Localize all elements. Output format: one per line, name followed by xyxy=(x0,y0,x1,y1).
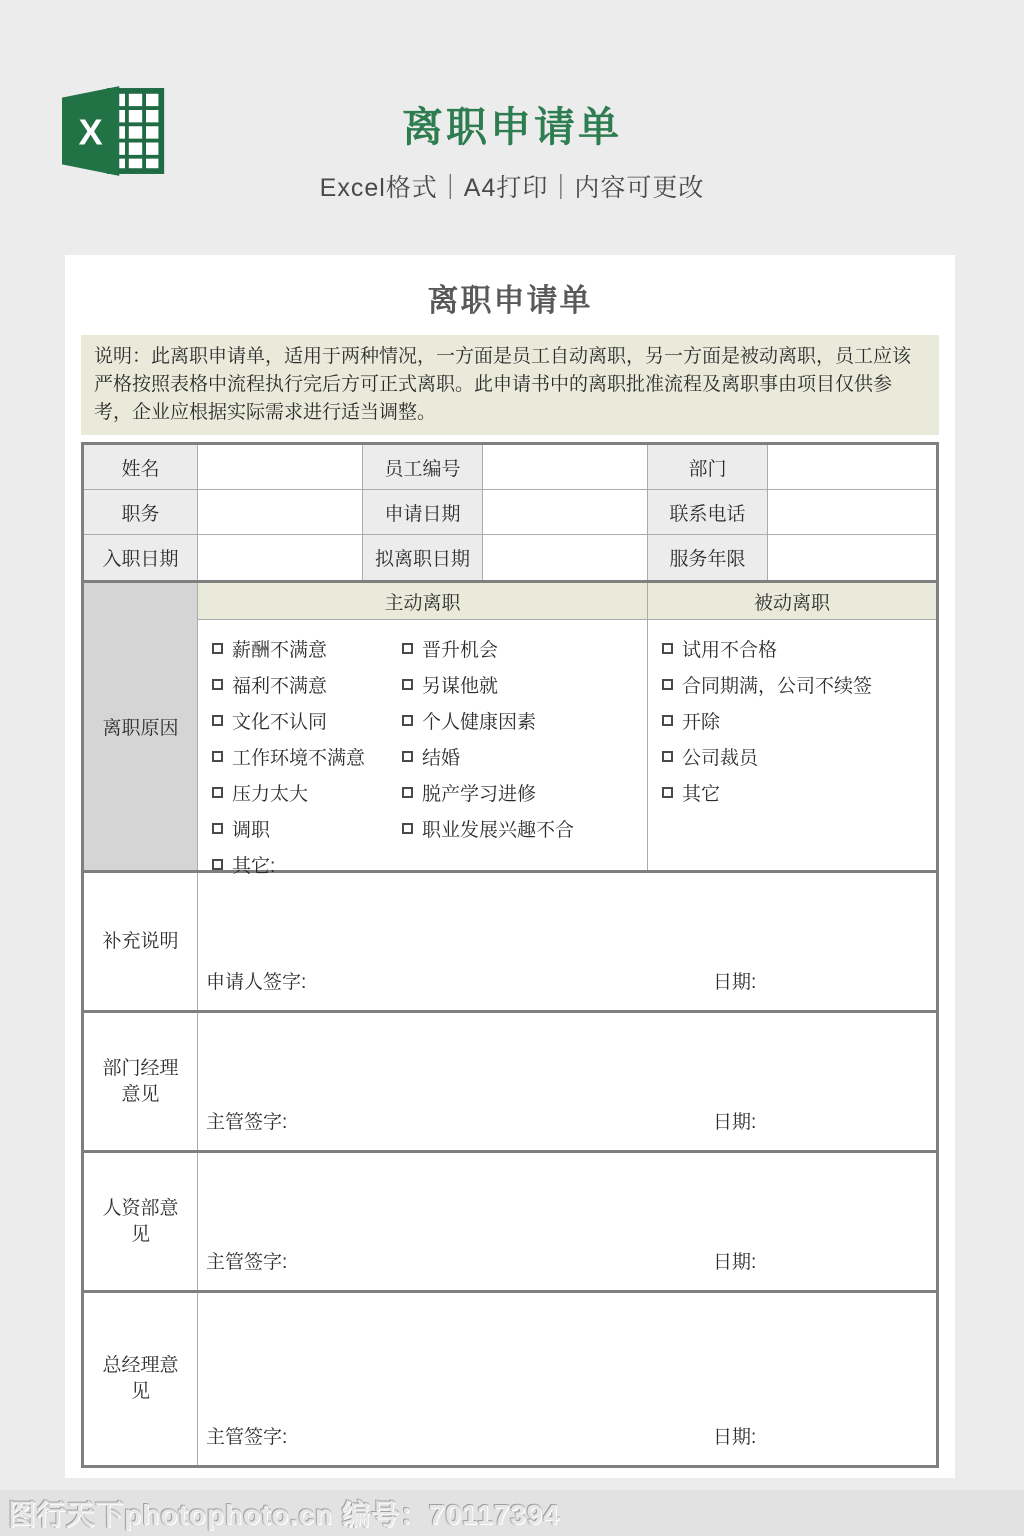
checkbox-icon xyxy=(662,787,673,798)
date-label: 日期: xyxy=(713,972,757,993)
info-label-employee-id: 员工编号 xyxy=(363,445,483,490)
checkbox-icon xyxy=(662,715,673,726)
reason-option xyxy=(662,630,936,666)
reason-option xyxy=(212,666,402,702)
reason-option-label: 另谋他就 xyxy=(422,675,499,697)
info-grid xyxy=(84,445,936,580)
form-table xyxy=(81,442,939,1468)
reason-option xyxy=(662,666,936,702)
reason-option-label: 工作环境不满意 xyxy=(232,747,366,769)
reason-option xyxy=(212,630,402,666)
reason-option xyxy=(212,738,402,774)
reason-option-label: 个人健康因素 xyxy=(422,711,537,733)
checkbox-icon xyxy=(662,643,673,654)
checkbox-icon xyxy=(662,751,673,762)
reason-option xyxy=(402,630,647,666)
info-value-hire-date xyxy=(198,535,363,580)
opinion-row-dept-manager xyxy=(84,1010,936,1150)
reason-option-label: 薪酬不满意 xyxy=(232,639,328,661)
checkbox-icon xyxy=(402,751,413,762)
info-value-name xyxy=(198,445,363,490)
sign-label: 主管签字: xyxy=(206,1252,288,1273)
reason-active-col1 xyxy=(212,630,402,877)
opinion-content xyxy=(198,873,936,1010)
checkbox-icon xyxy=(212,859,223,870)
info-label-phone: 联系电话 xyxy=(648,490,768,535)
info-value-employee-id xyxy=(483,445,648,490)
opinion-row-supplement xyxy=(84,870,936,1010)
reason-option xyxy=(662,702,936,738)
sign-label: 主管签字: xyxy=(206,1112,288,1133)
opinion-label: 部门经理意见 xyxy=(84,1013,198,1150)
reason-option-label: 其它: xyxy=(232,855,276,877)
date-label: 日期: xyxy=(713,1112,757,1133)
reason-option-label: 压力太大 xyxy=(232,783,309,805)
reason-passive-body xyxy=(648,620,936,870)
reason-option xyxy=(402,810,647,846)
sign-label: 申请人签字: xyxy=(206,972,307,993)
opinion-content xyxy=(198,1293,936,1465)
opinion-row-general-manager xyxy=(84,1290,936,1465)
reason-option xyxy=(212,774,402,810)
reason-option xyxy=(212,702,402,738)
form-description: 说明：此离职申请单，适用于两种情况，一方面是员工自动离职，另一方面是被动离职，员工应该严格按照表格中流程执行完后方可正式离职。此申请书中的离职批准流程及离职事由项目仅供参考，企业应根据实际需求进行适当调整。 xyxy=(81,335,939,435)
opinion-content xyxy=(198,1153,936,1290)
reason-option-label: 结婚 xyxy=(422,747,461,769)
reason-option xyxy=(402,666,647,702)
checkbox-icon xyxy=(212,787,223,798)
date-label: 日期: xyxy=(713,1427,757,1448)
info-value-planned-leave-date xyxy=(483,535,648,580)
reason-option-label: 合同期满，公司不续签 xyxy=(682,675,873,697)
reason-option xyxy=(402,774,647,810)
reason-option xyxy=(662,774,936,810)
info-label-apply-date: 申请日期 xyxy=(363,490,483,535)
reason-option-label: 公司裁员 xyxy=(682,747,759,769)
reason-active-col2 xyxy=(402,630,647,870)
checkbox-icon xyxy=(402,787,413,798)
reason-option xyxy=(402,702,647,738)
checkbox-icon xyxy=(402,715,413,726)
info-label-hire-date: 入职日期 xyxy=(84,535,198,580)
reason-option-label: 脱产学习进修 xyxy=(422,783,537,805)
reason-option-label: 其它 xyxy=(682,783,721,805)
info-value-position xyxy=(198,490,363,535)
info-value-apply-date xyxy=(483,490,648,535)
form-title: 离职申请单 xyxy=(427,283,593,318)
page-subtitle: Excel格式｜A4打印｜内容可更改 xyxy=(319,174,705,202)
watermark-bar xyxy=(0,1490,1024,1536)
date-label: 日期: xyxy=(713,1252,757,1273)
svg-text:X: X xyxy=(78,111,103,153)
checkbox-icon xyxy=(402,823,413,834)
info-label-position: 职务 xyxy=(84,490,198,535)
opinion-label: 人资部意见 xyxy=(84,1153,198,1290)
reason-header-active: 主动离职 xyxy=(198,583,648,620)
checkbox-icon xyxy=(212,679,223,690)
checkbox-icon xyxy=(662,679,673,690)
info-label-name: 姓名 xyxy=(84,445,198,490)
reason-header-passive: 被动离职 xyxy=(648,583,936,620)
info-value-phone xyxy=(768,490,936,535)
reason-option xyxy=(662,738,936,774)
sign-label: 主管签字: xyxy=(206,1427,288,1448)
page-header xyxy=(0,0,1024,255)
checkbox-icon xyxy=(212,823,223,834)
reason-section xyxy=(84,580,936,877)
excel-icon xyxy=(62,84,167,183)
reason-option-label: 调职 xyxy=(232,819,271,841)
opinion-label: 补充说明 xyxy=(84,873,198,1010)
opinion-label: 总经理意见 xyxy=(84,1293,198,1465)
reason-option-label: 职业发展兴趣不合 xyxy=(422,819,575,841)
watermark-text: 图行天下photophoto.cn 编号：70117394 xyxy=(8,1499,560,1530)
checkbox-icon xyxy=(212,643,223,654)
checkbox-icon xyxy=(212,751,223,762)
opinion-content xyxy=(198,1013,936,1150)
info-label-planned-leave-date: 拟离职日期 xyxy=(363,535,483,580)
checkbox-icon xyxy=(402,679,413,690)
info-label-department: 部门 xyxy=(648,445,768,490)
info-value-service-years xyxy=(768,535,936,580)
checkbox-icon xyxy=(212,715,223,726)
reason-row-label: 离职原因 xyxy=(84,583,198,870)
info-label-service-years: 服务年限 xyxy=(648,535,768,580)
form-card xyxy=(65,255,955,1478)
info-value-department xyxy=(768,445,936,490)
opinion-row-hr xyxy=(84,1150,936,1290)
reason-option-label: 福利不满意 xyxy=(232,675,328,697)
reason-option-label: 开除 xyxy=(682,711,721,733)
checkbox-icon xyxy=(402,643,413,654)
reason-option xyxy=(212,810,402,846)
page-title: 离职申请单 xyxy=(402,104,622,150)
reason-active-body xyxy=(198,620,648,877)
reason-option-label: 文化不认同 xyxy=(232,711,328,733)
reason-option-label: 试用不合格 xyxy=(682,639,778,661)
reason-option xyxy=(402,738,647,774)
reason-option-label: 晋升机会 xyxy=(422,639,499,661)
